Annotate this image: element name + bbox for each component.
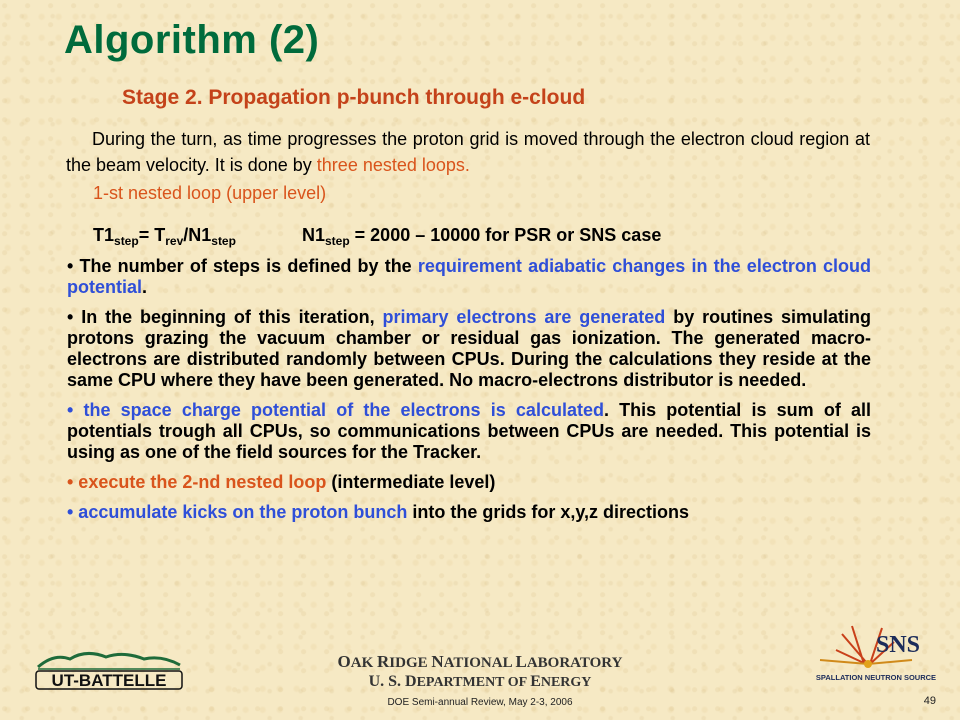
intro-text: During the turn, as time progresses the proton grid is moved through the electron cloud region at the beam velocity. It is done by [66, 129, 870, 175]
formula-range: = 2000 – 10000 for PSR or SNS case [349, 225, 662, 245]
bullet-item: • the space charge potential of the electrons is calculated. This potential is sum of all potentials trough all CPUs, so communications between CPUs are needed. This potential is using as one of the field sources for the Tracker. [67, 400, 872, 462]
doe-name: U. S. DEPARTMENT OF ENERGY [368, 673, 592, 690]
intro-highlight: three nested loops. [316, 155, 470, 175]
formula-eq: = T [138, 225, 166, 245]
bullet-item: • The number of steps is defined by the requirement adiabatic changes in the electron cloud potential. [67, 256, 871, 297]
page-number: 49 [923, 695, 936, 707]
bullet-list [67, 256, 871, 532]
formula-t1-sub: step [114, 234, 139, 248]
formula-n1-sub: step [211, 234, 236, 248]
formula-t1: T1 [93, 225, 115, 245]
formula-div: /N1 [183, 225, 212, 245]
slide-title: Algorithm (2) [64, 18, 320, 62]
loop-label: 1-st nested loop (upper level) [93, 183, 327, 203]
ut-battelle-logo-text: UT-BATTELLE [51, 671, 167, 690]
bullet-item: • In the beginning of this iteration, primary electrons are generated by routines simulating protons grazing the vacuum chamber or residual gas ionization. The generated macro-electrons are distributed randomly between CPUs. During the calculations they reside at the same CPU where they have been generated. No macro-electrons distributor is needed. [67, 307, 872, 390]
slide-subtitle: Stage 2. Propagation p-bunch through e-cloud [122, 86, 586, 109]
bullet-item: • execute the 2-nd nested loop (intermediate level) [67, 472, 496, 492]
sns-logo-tagline: SPALLATION NEUTRON SOURCE [815, 673, 937, 682]
sns-logo-text: SNS [875, 632, 921, 658]
review-caption: DOE Semi-annual Review, May 2-3, 2006 [387, 697, 573, 708]
intro-paragraph [66, 126, 870, 178]
formula-n1: N1 [301, 225, 325, 245]
formula-trev-sub: rev [165, 234, 184, 248]
step-formula [93, 225, 661, 248]
bullet-item: • accumulate kicks on the proton bunch into the grids for x,y,z directions [67, 502, 690, 522]
formula-n1b-sub: step [324, 234, 350, 248]
ornl-name: OAK RIDGE NATIONAL LABORATORY [337, 652, 623, 671]
